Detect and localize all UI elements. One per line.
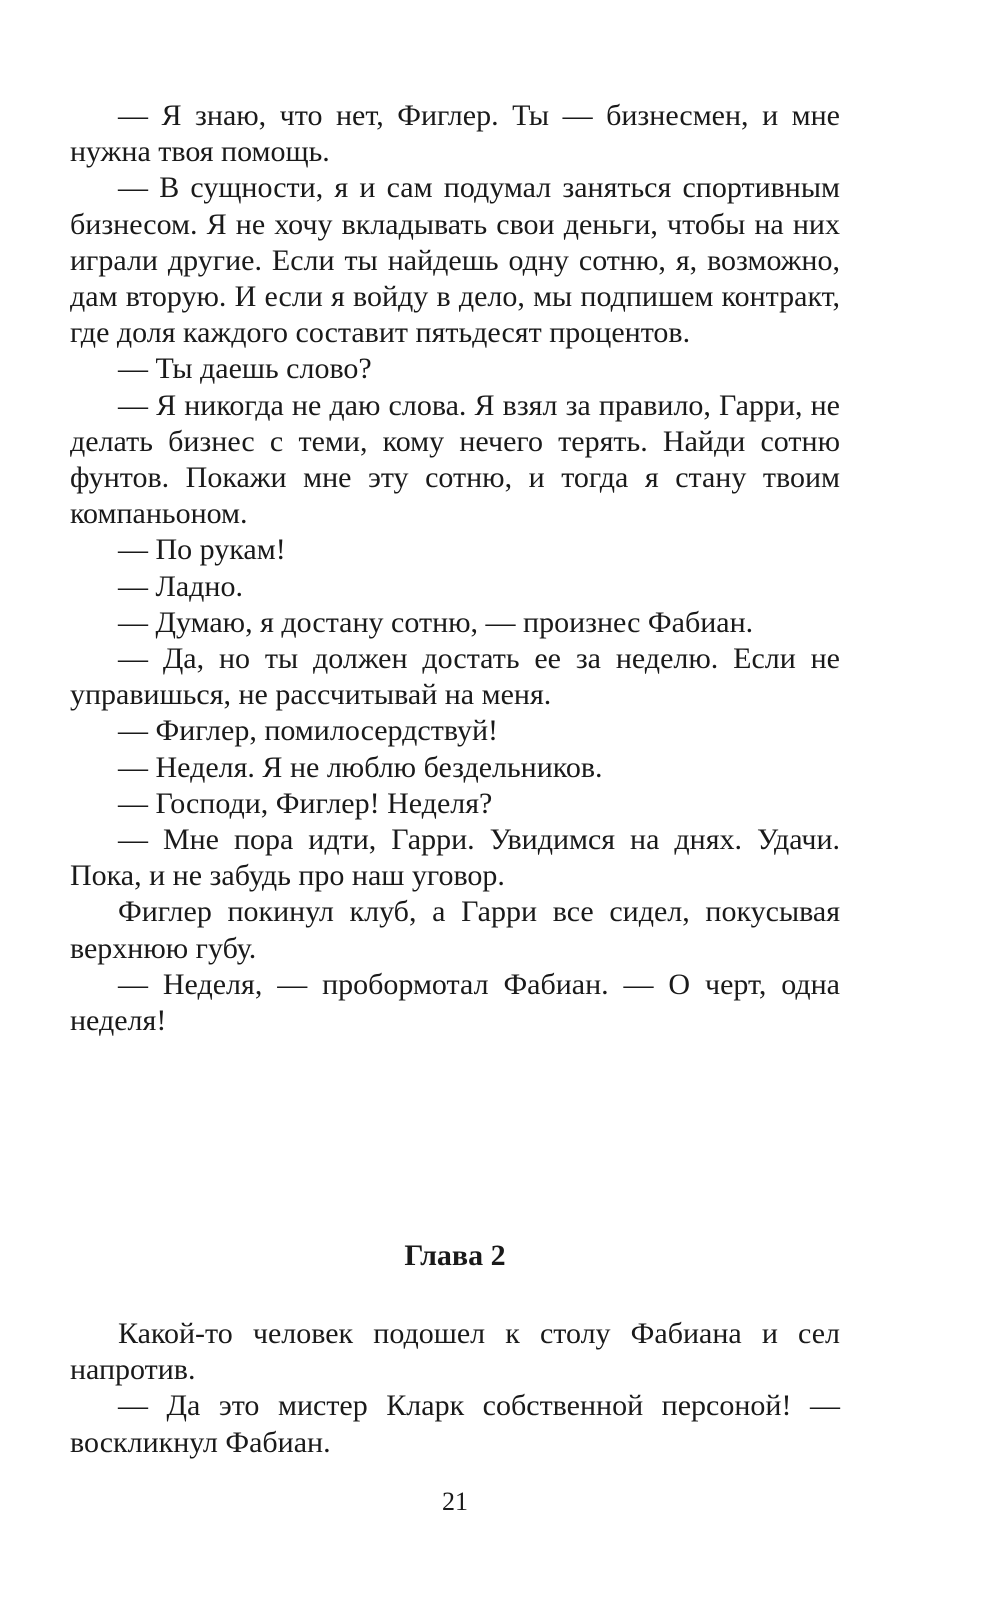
paragraph: — Да, но ты должен достать ее за неделю. Если не управишься, не рассчитывай на меня. xyxy=(70,642,840,712)
paragraph: — Ты даешь слово? xyxy=(118,352,372,386)
paragraph: — Неделя. Я не люблю бездельников. xyxy=(118,750,603,784)
paragraph: — Думаю, я достану сотню, — произнес Фабиан. xyxy=(118,605,754,639)
paragraph: — В сущности, я и сам подумал заняться спортивным бизнесом. Я не хочу вкладывать свои деньги, чтобы на них играли другие. Если ты найдешь одну сотню, я, возможно, дам вторую. И если я войду в дело, мы подпишем контракт, где доля каждого составит пятьдесят процентов. xyxy=(70,171,840,350)
paragraph: Фиглер покинул клуб, а Гарри все сидел, покусывая верхнюю губу. xyxy=(70,895,840,965)
page-body-text xyxy=(70,98,840,1039)
paragraph: — Я никогда не даю слова. Я взял за правило, Гарри, не делать бизнес с теми, кому нечего терять. Найди сотню фунтов. Покажи мне эту сотню, и тогда я стану твоим компаньоном. xyxy=(70,388,840,531)
paragraph: — Неделя, — пробормотал Фабиан. — О черт, одна неделя! xyxy=(70,967,840,1038)
paragraph: — Да это мистер Кларк собственной персоной! — воскликнул Фабиан. xyxy=(70,1389,840,1459)
paragraph: Какой-то человек подошел к столу Фабиана и сел напротив. xyxy=(70,1317,840,1387)
paragraph: — Мне пора идти, Гарри. Увидимся на днях. Удачи. Пока, и не забудь про наш уговор. xyxy=(70,823,840,893)
paragraph: — Ладно. xyxy=(118,569,243,603)
paragraph: — По рукам! xyxy=(118,533,286,567)
paragraph: — Я знаю, что нет, Фиглер. Ты — бизнесмен, и мне нужна твоя помощь. xyxy=(70,99,840,169)
chapter-heading: Глава 2 xyxy=(404,1239,506,1272)
page-number: 21 xyxy=(442,1487,468,1516)
paragraph: — Господи, Фиглер! Неделя? xyxy=(118,786,493,820)
chapter-body-text xyxy=(70,1316,840,1461)
paragraph: — Фиглер, помилосердствуй! xyxy=(118,714,499,748)
